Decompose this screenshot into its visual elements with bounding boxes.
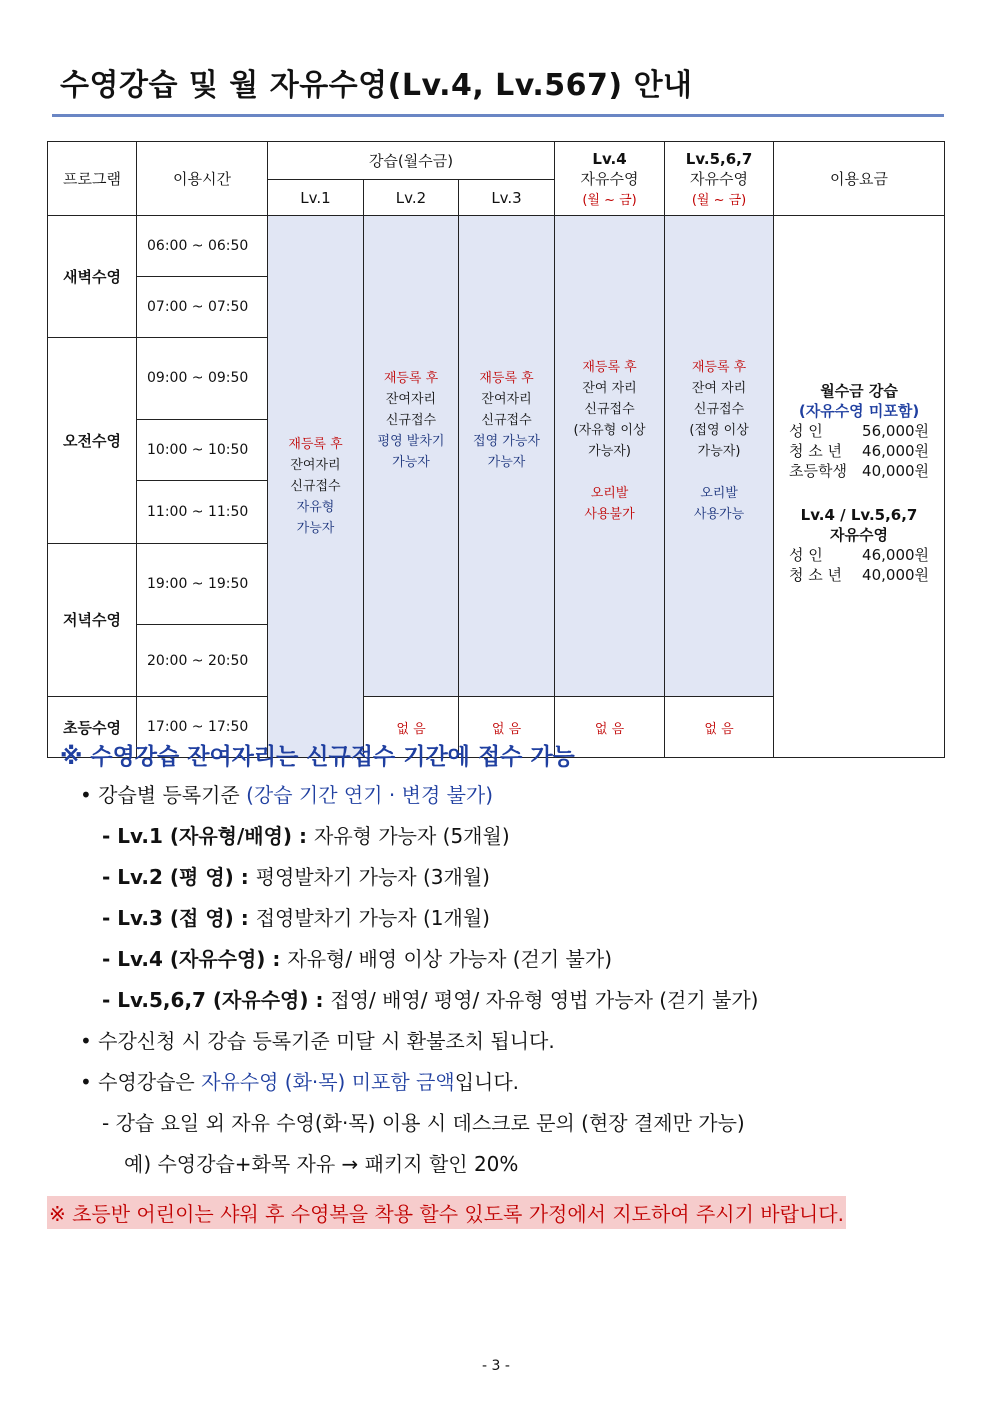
lv1-line: 가능자	[296, 521, 335, 536]
fee-label: 성 인	[789, 421, 823, 440]
lv567-line: 재등록 후	[691, 360, 747, 375]
lv4-line: 잔여 자리	[582, 381, 637, 396]
lv2-line: 가능자	[392, 454, 430, 470]
note-lv2	[60, 857, 940, 898]
lv567-line: 신규접수	[693, 402, 745, 417]
fee-lesson-sub: (자유수영 미포함)	[798, 401, 920, 420]
time-slot: 10:00 ~ 10:50	[137, 419, 268, 480]
note-price-c: 입니다.	[454, 1070, 520, 1094]
fee-info	[774, 216, 945, 758]
lv567-line: 잔여 자리	[691, 381, 747, 396]
header-lv4-level: Lv.4	[592, 149, 627, 168]
header-lv2: Lv.2	[364, 180, 459, 216]
lv3-line: 접영 가능자	[473, 433, 540, 449]
note-price	[60, 1062, 940, 1103]
lv4-line: 오리발	[590, 486, 629, 501]
note-lv4-val: 자유형/ 배영 이상 가능자 (걷기 불가)	[287, 947, 613, 971]
note-package: 예) 수영강습+화목 자유 → 패키지 할인 20%	[124, 1152, 519, 1176]
note-lv3-val: 접영발차기 가능자 (1개월)	[255, 906, 490, 930]
note-price-b: 자유수영 (화·목) 미포함 금액	[201, 1070, 455, 1094]
fee-row	[789, 441, 929, 461]
lv2-line: 신규접수	[385, 412, 437, 428]
note-lv1	[60, 816, 940, 857]
lv4-line: 신규접수	[584, 402, 635, 417]
note-criteria	[60, 775, 940, 816]
notes-title: ※ 수영강습 잔여자리는 신규접수 기간에 접수 가능	[60, 744, 575, 770]
lv2-line: 평영 발차기	[377, 433, 445, 449]
header-lv4-days: (월 ~ 금)	[582, 192, 637, 208]
note-criteria-text: • 강습별 등록기준	[80, 783, 247, 807]
fee-price: 46,000원	[862, 441, 930, 460]
lv567-line: 오리발	[700, 486, 738, 501]
lv4-line: (자유형 이상	[573, 423, 646, 438]
fee-price: 46,000원	[862, 545, 930, 564]
note-price-a: • 수영강습은	[80, 1070, 202, 1094]
note-lv2-key: - Lv.2 (평 영) :	[102, 865, 256, 889]
header-lv3: Lv.3	[459, 180, 555, 216]
page-number: - 3 -	[482, 1358, 510, 1374]
note-lv567-val: 접영/ 배영/ 평영/ 자유형 영법 가능자 (걷기 불가)	[330, 988, 759, 1012]
note-desk: - 강습 요일 외 자유 수영(화·목) 이용 시 데스크로 문의 (현장 결제만 가능)	[102, 1111, 745, 1135]
fee-price: 56,000원	[862, 421, 930, 440]
note-lv567-key: - Lv.5,6,7 (자유수영) :	[102, 988, 331, 1012]
program-dawn: 새벽수영	[48, 216, 137, 338]
fee-label: 초등학생	[789, 461, 847, 480]
header-lv567-name: 자유수영	[690, 169, 749, 188]
fee-price: 40,000원	[862, 565, 930, 584]
note-lv2-val: 평영발차기 가능자 (3개월)	[255, 865, 490, 889]
fee-price: 40,000원	[862, 461, 930, 480]
program-morning: 오전수영	[48, 338, 137, 544]
lv1-line: 잔여자리	[290, 458, 341, 473]
lv1-line: 재등록 후	[288, 437, 343, 452]
header-lv567	[665, 142, 774, 216]
header-lv4-name: 자유수영	[580, 169, 639, 188]
lv4-line: 재등록 후	[582, 360, 637, 375]
lv3-line: 신규접수	[481, 412, 532, 428]
header-fee: 이용요금	[774, 142, 945, 216]
lv4-none: 없 음	[555, 697, 665, 758]
time-slot: 19:00 ~ 19:50	[137, 543, 268, 625]
kids-shower-notice: ※ 초등반 어린이는 샤워 후 수영복을 착용 할수 있도록 가정에서 지도하여 주시기 바랍니다.	[47, 1196, 846, 1229]
header-program: 프로그램	[48, 142, 137, 216]
lv2-info	[364, 216, 459, 697]
note-lv1-val: 자유형 가능자 (5개월)	[314, 824, 510, 848]
note-lv4	[60, 939, 940, 980]
time-slot: 17:00 ~ 17:50	[137, 697, 268, 758]
program-kids: 초등수영	[48, 697, 137, 758]
lv3-info	[459, 216, 555, 697]
fee-row	[789, 545, 929, 565]
lv2-line: 재등록 후	[383, 370, 439, 386]
lv3-line: 잔여자리	[481, 391, 532, 407]
fee-free-title: Lv.4 / Lv.5,6,7	[800, 505, 918, 524]
notes-section	[60, 738, 940, 1185]
fee-lesson-title: 월수금 강습	[820, 381, 898, 400]
lv567-info	[665, 216, 774, 697]
header-time: 이용시간	[137, 142, 268, 216]
lv1-line: 자유형	[296, 500, 335, 515]
page-title: 수영강습 및 월 자유수영(Lv.4, Lv.567) 안내	[60, 68, 693, 103]
fee-label: 청 소 년	[789, 565, 843, 584]
header-lv4	[555, 142, 665, 216]
lv3-line: 재등록 후	[479, 370, 534, 386]
fee-free-sub: 자유수영	[830, 525, 889, 544]
time-slot: 20:00 ~ 20:50	[137, 625, 268, 697]
fee-label: 성 인	[789, 545, 823, 564]
note-refund: • 수강신청 시 강습 등록기준 미달 시 환불조치 됩니다.	[80, 1029, 555, 1053]
schedule-table	[47, 141, 945, 758]
header-lv567-days: (월 ~ 금)	[691, 192, 747, 208]
fee-row	[789, 461, 929, 481]
lv4-line: 가능자)	[588, 444, 631, 459]
lv1-line: 신규접수	[290, 479, 341, 494]
lv567-line: 가능자)	[697, 444, 741, 459]
time-slot: 09:00 ~ 09:50	[137, 338, 268, 420]
program-evening: 저녁수영	[48, 543, 137, 697]
lv567-line: 사용가능	[693, 507, 745, 522]
title-divider	[52, 114, 944, 117]
header-lv1: Lv.1	[268, 180, 364, 216]
note-lv4-key: - Lv.4 (자유수영) :	[102, 947, 288, 971]
note-criteria-paren: (강습 기간 연기 · 변경 불가)	[246, 783, 494, 807]
header-lv567-level: Lv.5,6,7	[685, 149, 753, 168]
fee-row	[789, 565, 929, 585]
fee-row	[789, 421, 929, 441]
time-slot: 06:00 ~ 06:50	[137, 216, 268, 277]
lv3-none: 없 음	[459, 697, 555, 758]
header-lesson: 강습(월수금)	[268, 142, 555, 180]
lv1-info	[268, 216, 364, 758]
note-lv1-key: - Lv.1 (자유형/배영) :	[102, 824, 315, 848]
note-lv3-key: - Lv.3 (접 영) :	[102, 906, 256, 930]
lv2-line: 잔여자리	[385, 391, 437, 407]
fee-label: 청 소 년	[789, 441, 843, 460]
time-slot: 11:00 ~ 11:50	[137, 480, 268, 543]
lv3-line: 가능자	[487, 454, 526, 470]
lv2-none: 없 음	[364, 697, 459, 758]
lv4-line: 사용불가	[584, 507, 635, 522]
note-lv567	[60, 980, 940, 1021]
lv567-line: (접영 이상	[689, 423, 749, 438]
note-lv3	[60, 898, 940, 939]
lv4-info	[555, 216, 665, 697]
lv567-none: 없 음	[665, 697, 774, 758]
time-slot: 07:00 ~ 07:50	[137, 277, 268, 338]
